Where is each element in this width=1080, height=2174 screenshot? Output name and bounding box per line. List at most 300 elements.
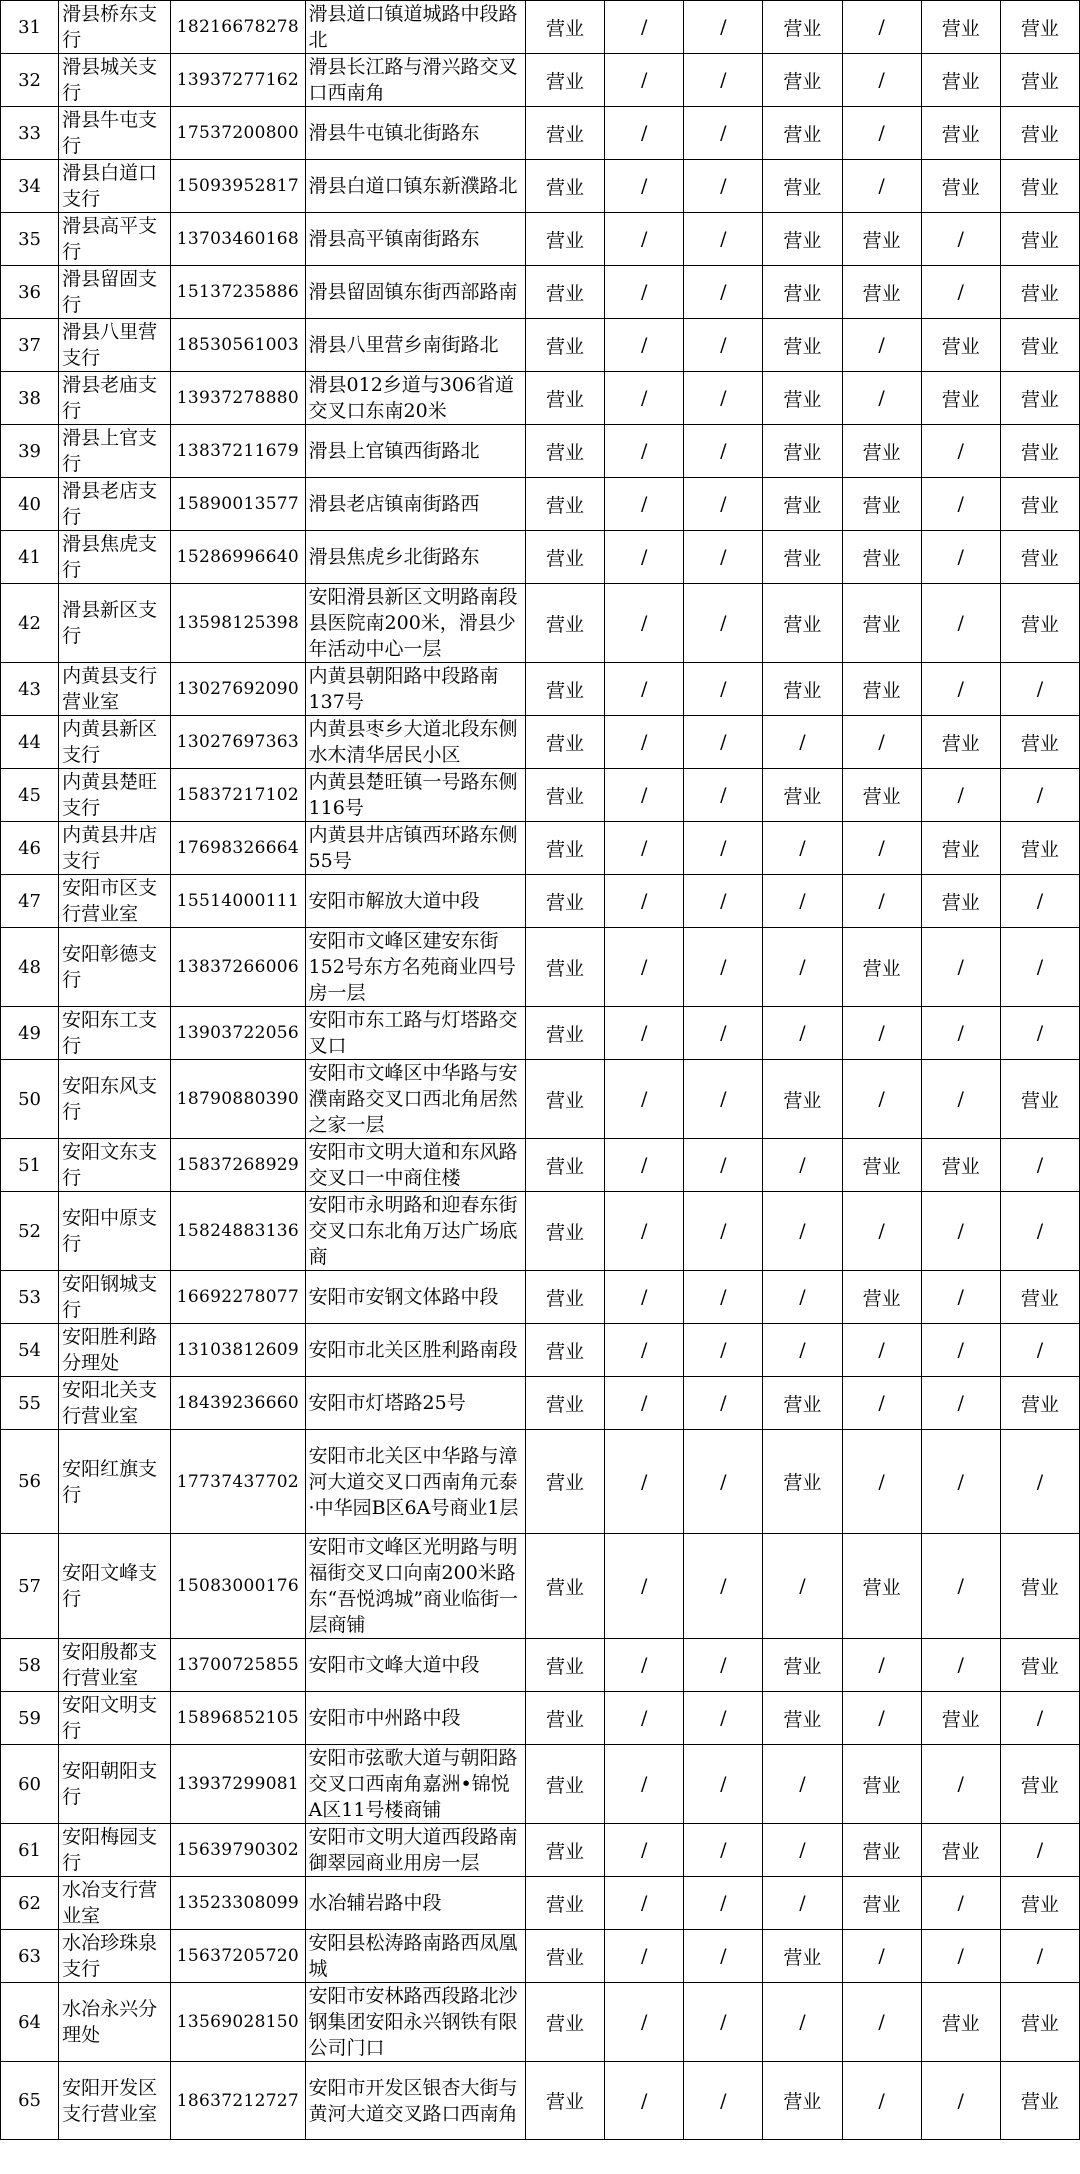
- address-cell: 安阳市灯塔路25号: [305, 1377, 525, 1430]
- day-status-cell: /: [605, 1877, 684, 1930]
- phone-cell: 16692278077: [171, 1271, 305, 1324]
- day-status-cell: /: [1000, 1692, 1079, 1745]
- branch-name-cell: 安阳胜利路分理处: [59, 1324, 171, 1377]
- phone-cell: 15890013577: [171, 478, 305, 531]
- address-cell: 滑县长江路与滑兴路交叉口西南角: [305, 54, 525, 107]
- phone-cell: 18216678278: [171, 1, 305, 54]
- day-status-cell: 营业: [525, 1192, 604, 1271]
- address-cell: 内黄县朝阳路中段路南137号: [305, 663, 525, 716]
- day-status-cell: /: [605, 1430, 684, 1534]
- day-status-cell: /: [921, 928, 1000, 1007]
- table-row: [1, 1192, 1080, 1271]
- day-status-cell: 营业: [525, 319, 604, 372]
- day-status-cell: 营业: [525, 1324, 604, 1377]
- address-cell: 安阳市文峰区光明路与明福街交叉口向南200米路东“吾悦鸿城”商业临街一层商铺: [305, 1534, 525, 1639]
- day-status-cell: 营业: [1000, 425, 1079, 478]
- table-row: [1, 1983, 1080, 2062]
- day-status-cell: 营业: [525, 584, 604, 663]
- row-number-cell: 62: [1, 1877, 59, 1930]
- day-status-cell: 营业: [921, 822, 1000, 875]
- address-cell: 滑县012乡道与306省道交叉口东南20米: [305, 372, 525, 425]
- day-status-cell: 营业: [1000, 1877, 1079, 1930]
- day-status-cell: /: [684, 1, 763, 54]
- day-status-cell: 营业: [842, 1271, 921, 1324]
- branch-name-cell: 滑县新区支行: [59, 584, 171, 663]
- day-status-cell: /: [605, 1324, 684, 1377]
- day-status-cell: /: [605, 1007, 684, 1060]
- day-status-cell: /: [921, 1930, 1000, 1983]
- day-status-cell: 营业: [525, 663, 604, 716]
- day-status-cell: 营业: [763, 1639, 842, 1692]
- day-status-cell: /: [763, 1007, 842, 1060]
- day-status-cell: /: [921, 213, 1000, 266]
- day-status-cell: /: [605, 1, 684, 54]
- row-number-cell: 60: [1, 1745, 59, 1824]
- address-cell: 滑县高平镇南街路东: [305, 213, 525, 266]
- day-status-cell: /: [605, 54, 684, 107]
- table-row: [1, 107, 1080, 160]
- table-row: [1, 54, 1080, 107]
- day-status-cell: /: [684, 928, 763, 1007]
- day-status-cell: /: [684, 1692, 763, 1745]
- day-status-cell: /: [684, 822, 763, 875]
- day-status-cell: 营业: [842, 928, 921, 1007]
- day-status-cell: /: [1000, 769, 1079, 822]
- phone-cell: 13103812609: [171, 1324, 305, 1377]
- phone-cell: 15093952817: [171, 160, 305, 213]
- day-status-cell: /: [842, 1692, 921, 1745]
- day-status-cell: /: [921, 663, 1000, 716]
- day-status-cell: 营业: [842, 1824, 921, 1877]
- day-status-cell: /: [684, 213, 763, 266]
- day-status-cell: 营业: [1000, 1639, 1079, 1692]
- table-row: [1, 875, 1080, 928]
- table-row: [1, 584, 1080, 663]
- address-cell: 安阳市北关区中华路与漳河大道交叉口西南角元泰·中华园B区6A号商业1层: [305, 1430, 525, 1534]
- row-number-cell: 33: [1, 107, 59, 160]
- day-status-cell: /: [763, 1192, 842, 1271]
- address-cell: 安阳市安钢文体路中段: [305, 1271, 525, 1324]
- day-status-cell: /: [1000, 1192, 1079, 1271]
- day-status-cell: 营业: [763, 54, 842, 107]
- row-number-cell: 48: [1, 928, 59, 1007]
- day-status-cell: /: [1000, 1139, 1079, 1192]
- day-status-cell: /: [921, 1877, 1000, 1930]
- phone-cell: 13700725855: [171, 1639, 305, 1692]
- branch-name-cell: 安阳东工支行: [59, 1007, 171, 1060]
- day-status-cell: /: [684, 1745, 763, 1824]
- table-row: [1, 1324, 1080, 1377]
- day-status-cell: /: [684, 160, 763, 213]
- day-status-cell: /: [684, 584, 763, 663]
- row-number-cell: 54: [1, 1324, 59, 1377]
- day-status-cell: 营业: [763, 266, 842, 319]
- day-status-cell: 营业: [1000, 822, 1079, 875]
- day-status-cell: 营业: [763, 1, 842, 54]
- branch-name-cell: 滑县上官支行: [59, 425, 171, 478]
- day-status-cell: /: [921, 1639, 1000, 1692]
- day-status-cell: 营业: [921, 160, 1000, 213]
- branch-name-cell: 滑县桥东支行: [59, 1, 171, 54]
- day-status-cell: /: [684, 107, 763, 160]
- row-number-cell: 32: [1, 54, 59, 107]
- phone-cell: 13937277162: [171, 54, 305, 107]
- row-number-cell: 40: [1, 478, 59, 531]
- phone-cell: 13703460168: [171, 213, 305, 266]
- day-status-cell: /: [605, 531, 684, 584]
- day-status-cell: /: [763, 928, 842, 1007]
- row-number-cell: 52: [1, 1192, 59, 1271]
- row-number-cell: 42: [1, 584, 59, 663]
- day-status-cell: /: [842, 2062, 921, 2140]
- day-status-cell: 营业: [525, 1534, 604, 1639]
- day-status-cell: /: [921, 531, 1000, 584]
- day-status-cell: /: [842, 1324, 921, 1377]
- day-status-cell: /: [684, 266, 763, 319]
- address-cell: 滑县上官镇西街路北: [305, 425, 525, 478]
- table-row: [1, 1, 1080, 54]
- phone-cell: 18790880390: [171, 1060, 305, 1139]
- day-status-cell: /: [605, 1692, 684, 1745]
- table-row: [1, 1534, 1080, 1639]
- address-cell: 安阳市文明大道西段路南御翠园商业用房一层: [305, 1824, 525, 1877]
- day-status-cell: /: [921, 1271, 1000, 1324]
- phone-cell: 15286996640: [171, 531, 305, 584]
- address-cell: 安阳市解放大道中段: [305, 875, 525, 928]
- day-status-cell: /: [605, 1534, 684, 1639]
- table-body: [1, 1, 1080, 2140]
- day-status-cell: /: [605, 875, 684, 928]
- day-status-cell: 营业: [763, 107, 842, 160]
- day-status-cell: 营业: [525, 1639, 604, 1692]
- day-status-cell: 营业: [763, 769, 842, 822]
- address-cell: 滑县焦虎乡北街路东: [305, 531, 525, 584]
- day-status-cell: 营业: [1000, 2062, 1079, 2140]
- table-row: [1, 1639, 1080, 1692]
- day-status-cell: 营业: [842, 663, 921, 716]
- day-status-cell: /: [763, 716, 842, 769]
- phone-cell: 13027692090: [171, 663, 305, 716]
- address-cell: 安阳市北关区胜利路南段: [305, 1324, 525, 1377]
- day-status-cell: /: [842, 1007, 921, 1060]
- branch-name-cell: 滑县留固支行: [59, 266, 171, 319]
- day-status-cell: /: [763, 1534, 842, 1639]
- day-status-cell: /: [921, 1007, 1000, 1060]
- address-cell: 滑县道口镇道城路中段路北: [305, 1, 525, 54]
- address-cell: 水冶辅岩路中段: [305, 1877, 525, 1930]
- day-status-cell: /: [921, 478, 1000, 531]
- day-status-cell: 营业: [763, 1430, 842, 1534]
- day-status-cell: /: [842, 875, 921, 928]
- table-row: [1, 319, 1080, 372]
- day-status-cell: 营业: [525, 716, 604, 769]
- phone-cell: 15837217102: [171, 769, 305, 822]
- day-status-cell: 营业: [763, 531, 842, 584]
- day-status-cell: 营业: [763, 1377, 842, 1430]
- row-number-cell: 39: [1, 425, 59, 478]
- row-number-cell: 38: [1, 372, 59, 425]
- day-status-cell: /: [684, 716, 763, 769]
- day-status-cell: 营业: [525, 1930, 604, 1983]
- table-row: [1, 1271, 1080, 1324]
- row-number-cell: 49: [1, 1007, 59, 1060]
- row-number-cell: 31: [1, 1, 59, 54]
- day-status-cell: /: [684, 1007, 763, 1060]
- day-status-cell: /: [605, 663, 684, 716]
- day-status-cell: 营业: [921, 107, 1000, 160]
- day-status-cell: /: [684, 1271, 763, 1324]
- phone-cell: 18530561003: [171, 319, 305, 372]
- day-status-cell: 营业: [763, 213, 842, 266]
- day-status-cell: 营业: [921, 875, 1000, 928]
- branch-name-cell: 内黄县井店支行: [59, 822, 171, 875]
- day-status-cell: /: [842, 54, 921, 107]
- day-status-cell: /: [763, 1745, 842, 1824]
- table-row: [1, 928, 1080, 1007]
- row-number-cell: 65: [1, 2062, 59, 2140]
- day-status-cell: /: [842, 1639, 921, 1692]
- day-status-cell: /: [842, 372, 921, 425]
- day-status-cell: /: [921, 425, 1000, 478]
- day-status-cell: /: [842, 1430, 921, 1534]
- day-status-cell: 营业: [842, 584, 921, 663]
- address-cell: 滑县牛屯镇北街路东: [305, 107, 525, 160]
- day-status-cell: /: [1000, 1007, 1079, 1060]
- row-number-cell: 64: [1, 1983, 59, 2062]
- day-status-cell: /: [605, 1060, 684, 1139]
- phone-cell: 15137235886: [171, 266, 305, 319]
- day-status-cell: 营业: [842, 531, 921, 584]
- day-status-cell: 营业: [525, 822, 604, 875]
- day-status-cell: /: [842, 1983, 921, 2062]
- day-status-cell: /: [684, 1930, 763, 1983]
- row-number-cell: 46: [1, 822, 59, 875]
- row-number-cell: 34: [1, 160, 59, 213]
- row-number-cell: 44: [1, 716, 59, 769]
- branch-name-cell: 滑县牛屯支行: [59, 107, 171, 160]
- phone-cell: 18637212727: [171, 2062, 305, 2140]
- address-cell: 内黄县井店镇西环路东侧55号: [305, 822, 525, 875]
- day-status-cell: 营业: [525, 1983, 604, 2062]
- day-status-cell: 营业: [763, 478, 842, 531]
- branch-name-cell: 安阳彰德支行: [59, 928, 171, 1007]
- day-status-cell: /: [1000, 1324, 1079, 1377]
- day-status-cell: /: [684, 372, 763, 425]
- day-status-cell: /: [605, 213, 684, 266]
- day-status-cell: /: [684, 1534, 763, 1639]
- phone-cell: 15837268929: [171, 1139, 305, 1192]
- day-status-cell: /: [605, 584, 684, 663]
- table-row: [1, 213, 1080, 266]
- phone-cell: 13837266006: [171, 928, 305, 1007]
- day-status-cell: 营业: [525, 1745, 604, 1824]
- day-status-cell: 营业: [842, 769, 921, 822]
- phone-cell: 15824883136: [171, 1192, 305, 1271]
- day-status-cell: /: [921, 584, 1000, 663]
- branch-name-cell: 滑县白道口支行: [59, 160, 171, 213]
- day-status-cell: 营业: [842, 1877, 921, 1930]
- day-status-cell: 营业: [921, 319, 1000, 372]
- branch-name-cell: 安阳文明支行: [59, 1692, 171, 1745]
- address-cell: 安阳滑县新区文明路南段县医院南200米，滑县少年活动中心一层: [305, 584, 525, 663]
- day-status-cell: 营业: [1000, 478, 1079, 531]
- day-status-cell: 营业: [842, 1139, 921, 1192]
- day-status-cell: /: [684, 1324, 763, 1377]
- phone-cell: 15896852105: [171, 1692, 305, 1745]
- day-status-cell: /: [763, 1324, 842, 1377]
- day-status-cell: 营业: [763, 2062, 842, 2140]
- phone-cell: 17698326664: [171, 822, 305, 875]
- day-status-cell: 营业: [525, 2062, 604, 2140]
- address-cell: 内黄县枣乡大道北段东侧水木清华居民小区: [305, 716, 525, 769]
- phone-cell: 17737437702: [171, 1430, 305, 1534]
- address-cell: 安阳市文明大道和东风路交叉口一中商住楼: [305, 1139, 525, 1192]
- day-status-cell: /: [684, 1377, 763, 1430]
- table-row: [1, 1430, 1080, 1534]
- address-cell: 滑县白道口镇东新濮路北: [305, 160, 525, 213]
- branch-name-cell: 水冶珍珠泉支行: [59, 1930, 171, 1983]
- day-status-cell: 营业: [525, 1060, 604, 1139]
- address-cell: 安阳市文峰区建安东街152号东方名苑商业四号房一层: [305, 928, 525, 1007]
- day-status-cell: 营业: [842, 1534, 921, 1639]
- day-status-cell: /: [684, 1192, 763, 1271]
- row-number-cell: 43: [1, 663, 59, 716]
- branch-name-cell: 安阳文峰支行: [59, 1534, 171, 1639]
- day-status-cell: /: [842, 1930, 921, 1983]
- day-status-cell: 营业: [1000, 584, 1079, 663]
- day-status-cell: /: [1000, 1824, 1079, 1877]
- day-status-cell: 营业: [525, 107, 604, 160]
- day-status-cell: /: [684, 1060, 763, 1139]
- day-status-cell: /: [842, 1377, 921, 1430]
- table-row: [1, 822, 1080, 875]
- day-status-cell: 营业: [763, 160, 842, 213]
- day-status-cell: /: [605, 1745, 684, 1824]
- day-status-cell: 营业: [525, 1271, 604, 1324]
- day-status-cell: 营业: [525, 478, 604, 531]
- day-status-cell: /: [842, 822, 921, 875]
- day-status-cell: 营业: [763, 1930, 842, 1983]
- day-status-cell: 营业: [921, 372, 1000, 425]
- branch-name-cell: 水冶支行营业室: [59, 1877, 171, 1930]
- day-status-cell: 营业: [1000, 160, 1079, 213]
- branch-name-cell: 内黄县楚旺支行: [59, 769, 171, 822]
- row-number-cell: 47: [1, 875, 59, 928]
- day-status-cell: 营业: [525, 1377, 604, 1430]
- row-number-cell: 59: [1, 1692, 59, 1745]
- branch-name-cell: 滑县老庙支行: [59, 372, 171, 425]
- day-status-cell: /: [605, 266, 684, 319]
- table-row: [1, 372, 1080, 425]
- day-status-cell: 营业: [525, 1692, 604, 1745]
- table-row: [1, 1060, 1080, 1139]
- day-status-cell: /: [684, 1877, 763, 1930]
- day-status-cell: 营业: [763, 1060, 842, 1139]
- day-status-cell: 营业: [842, 478, 921, 531]
- day-status-cell: /: [1000, 1430, 1079, 1534]
- day-status-cell: /: [842, 1192, 921, 1271]
- table-row: [1, 769, 1080, 822]
- branch-name-cell: 滑县老店支行: [59, 478, 171, 531]
- address-cell: 安阳市弦歌大道与朝阳路交叉口西南角嘉洲•锦悦A区11号楼商铺: [305, 1745, 525, 1824]
- day-status-cell: /: [763, 1983, 842, 2062]
- day-status-cell: /: [1000, 663, 1079, 716]
- day-status-cell: 营业: [921, 1139, 1000, 1192]
- day-status-cell: 营业: [763, 663, 842, 716]
- day-status-cell: 营业: [921, 1692, 1000, 1745]
- day-status-cell: /: [763, 1271, 842, 1324]
- day-status-cell: /: [921, 1324, 1000, 1377]
- day-status-cell: /: [605, 160, 684, 213]
- day-status-cell: /: [605, 928, 684, 1007]
- branch-name-cell: 安阳中原支行: [59, 1192, 171, 1271]
- phone-cell: 13903722056: [171, 1007, 305, 1060]
- day-status-cell: /: [763, 875, 842, 928]
- day-status-cell: /: [921, 1745, 1000, 1824]
- day-status-cell: 营业: [525, 160, 604, 213]
- row-number-cell: 58: [1, 1639, 59, 1692]
- day-status-cell: 营业: [525, 266, 604, 319]
- row-number-cell: 36: [1, 266, 59, 319]
- day-status-cell: /: [921, 1430, 1000, 1534]
- row-number-cell: 50: [1, 1060, 59, 1139]
- day-status-cell: /: [921, 1192, 1000, 1271]
- branch-name-cell: 滑县城关支行: [59, 54, 171, 107]
- day-status-cell: /: [921, 769, 1000, 822]
- day-status-cell: /: [605, 769, 684, 822]
- address-cell: 滑县八里营乡南街路北: [305, 319, 525, 372]
- day-status-cell: /: [684, 478, 763, 531]
- day-status-cell: /: [684, 54, 763, 107]
- table-row: [1, 1692, 1080, 1745]
- day-status-cell: /: [605, 372, 684, 425]
- day-status-cell: 营业: [1000, 319, 1079, 372]
- row-number-cell: 56: [1, 1430, 59, 1534]
- day-status-cell: /: [842, 1, 921, 54]
- table-row: [1, 478, 1080, 531]
- day-status-cell: 营业: [921, 1983, 1000, 2062]
- day-status-cell: /: [684, 425, 763, 478]
- branch-name-cell: 内黄县新区支行: [59, 716, 171, 769]
- day-status-cell: 营业: [525, 54, 604, 107]
- branch-name-cell: 安阳文东支行: [59, 1139, 171, 1192]
- branch-name-cell: 安阳开发区支行营业室: [59, 2062, 171, 2140]
- day-status-cell: /: [842, 107, 921, 160]
- branch-name-cell: 安阳东风支行: [59, 1060, 171, 1139]
- day-status-cell: 营业: [525, 1877, 604, 1930]
- day-status-cell: 营业: [1000, 1271, 1079, 1324]
- phone-cell: 13598125398: [171, 584, 305, 663]
- branch-name-cell: 滑县高平支行: [59, 213, 171, 266]
- day-status-cell: /: [605, 425, 684, 478]
- day-status-cell: 营业: [1000, 1377, 1079, 1430]
- day-status-cell: /: [605, 107, 684, 160]
- phone-cell: 13569028150: [171, 1983, 305, 2062]
- day-status-cell: /: [684, 319, 763, 372]
- day-status-cell: /: [684, 769, 763, 822]
- day-status-cell: 营业: [1000, 1534, 1079, 1639]
- day-status-cell: 营业: [525, 372, 604, 425]
- day-status-cell: 营业: [1000, 54, 1079, 107]
- branch-name-cell: 安阳红旗支行: [59, 1430, 171, 1534]
- table-row: [1, 160, 1080, 213]
- address-cell: 安阳市东工路与灯塔路交叉口: [305, 1007, 525, 1060]
- branch-name-cell: 安阳殷都支行营业室: [59, 1639, 171, 1692]
- row-number-cell: 57: [1, 1534, 59, 1639]
- phone-cell: 17537200800: [171, 107, 305, 160]
- day-status-cell: /: [684, 1139, 763, 1192]
- branch-name-cell: 水冶永兴分理处: [59, 1983, 171, 2062]
